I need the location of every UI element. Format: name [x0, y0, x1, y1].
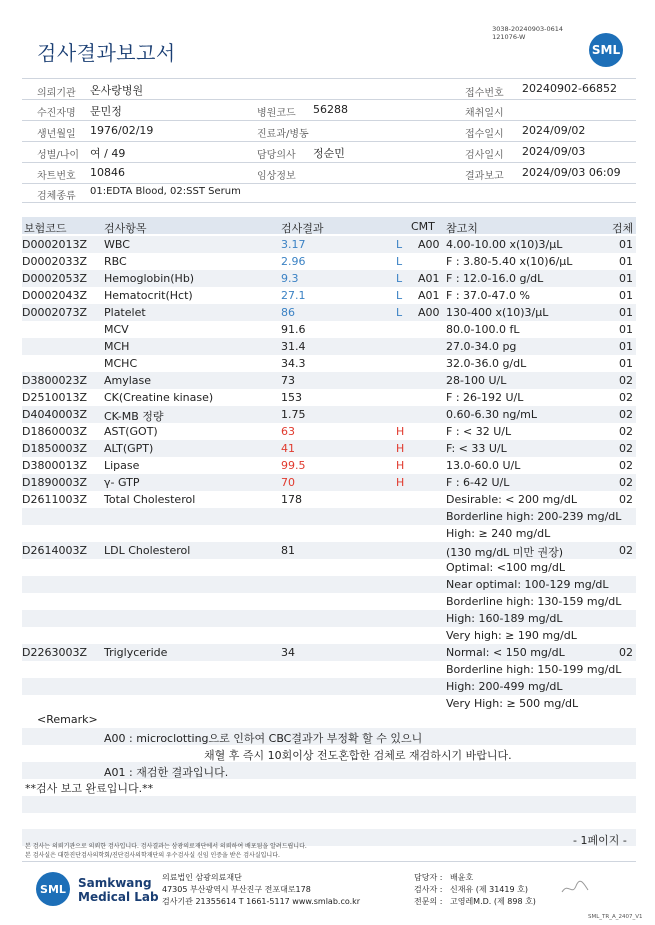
- cell-result: 27.1: [281, 289, 306, 302]
- cell-cmt: A01: [418, 272, 440, 285]
- cell-result: 41: [281, 442, 295, 455]
- hospital-code-value: 56288: [313, 103, 348, 116]
- cell-cmt: A01: [418, 289, 440, 302]
- cell-spec: 01: [619, 272, 633, 285]
- brand-line-1: Samkwang: [78, 876, 152, 890]
- remark-a00-line1: A00 : microclotting으로 인하여 CBC결과가 부정확 할 수 있으니: [104, 732, 423, 745]
- cell-ref: Very high: ≥ 190 mg/dL: [446, 629, 577, 642]
- footer-logo-text: SML: [40, 882, 66, 896]
- cell-ref: 32.0-36.0 g/dL: [446, 357, 527, 370]
- cell-ref: 27.0-34.0 pg: [446, 340, 517, 353]
- cell-item: Amylase: [104, 374, 152, 387]
- sml-footer-logo-icon: [36, 872, 70, 906]
- page-title: 검사결과보고서: [37, 41, 176, 65]
- cell-result: 70: [281, 476, 295, 489]
- dob-label: 생년월일: [37, 129, 76, 140]
- cell-spec: 01: [619, 255, 633, 268]
- cell-code: D0002043Z: [22, 289, 87, 302]
- cell-code: D1860003Z: [22, 425, 87, 438]
- col-cmt-header: CMT: [411, 220, 435, 233]
- cell-code: D0002073Z: [22, 306, 87, 319]
- patient-value: 문민정: [90, 105, 122, 118]
- cell-flag: H: [396, 425, 405, 438]
- cell-result: 99.5: [281, 459, 306, 472]
- receipt-no-label: 접수번호: [465, 88, 504, 99]
- cell-item: LDL Cholesterol: [104, 544, 191, 557]
- dob-value: 1976/02/19: [90, 124, 154, 137]
- specimen-value: 01:EDTA Blood, 02:SST Serum: [90, 186, 241, 197]
- doctor-value: 정순민: [313, 147, 345, 160]
- cell-ref: F : < 32 U/L: [446, 425, 512, 438]
- doctor-label: 담당의사: [257, 150, 296, 161]
- cell-item: Total Cholesterol: [104, 493, 196, 506]
- logo-text: SML: [591, 43, 621, 57]
- examiner-value: 신재유 (제 31419 호): [450, 885, 528, 894]
- cell-item: γ- GTP: [104, 476, 140, 489]
- cell-ref: Normal: < 150 mg/dL: [446, 646, 565, 659]
- footer-org: 의료법인 삼광의료재단: [162, 873, 242, 882]
- brand-line-2: Medical Lab: [78, 890, 159, 904]
- cell-code: D3800023Z: [22, 374, 87, 387]
- collect-label: 채취일시: [465, 108, 504, 119]
- reported-label: 결과보고: [465, 171, 504, 182]
- remark-a00-line2: 채혈 후 즉시 10회이상 전도혼합한 검체로 재검하시기 바랍니다.: [204, 749, 512, 762]
- divider: [22, 162, 636, 163]
- cell-ref: 0.60-6.30 ng/mL: [446, 408, 537, 421]
- divider: [22, 78, 636, 79]
- cell-ref: 80.0-100.0 fL: [446, 323, 520, 336]
- cell-code: D1850003Z: [22, 442, 87, 455]
- cell-result: 153: [281, 391, 302, 404]
- report-complete-note: **검사 보고 완료입니다.**: [25, 782, 154, 795]
- specimen-label: 검체종류: [37, 191, 76, 202]
- cell-result: 86: [281, 306, 295, 319]
- cell-ref: High: ≥ 240 mg/dL: [446, 527, 551, 540]
- disclaimer-line-1: 본 검사는 의뢰기관으로 의뢰한 검사입니다. 검사결과는 삼광의료재단에서 의뢰하여 배포됨을 알려드립니다.: [25, 843, 307, 850]
- col-ref-header: 참고치: [446, 222, 478, 235]
- cell-flag: L: [396, 306, 403, 319]
- cell-ref: Borderline high: 150-199 mg/dL: [446, 663, 622, 676]
- form-code: SML_TR_A_2407_V1: [588, 914, 643, 920]
- footer-contact: 검사기관 21355614 T 1661-5117 www.smlab.co.kr: [162, 897, 361, 906]
- cell-ref: F : 6-42 U/L: [446, 476, 510, 489]
- cell-item: Lipase: [104, 459, 140, 472]
- sex-age-label: 성별/나이: [37, 150, 80, 161]
- doc-code-line-2: 121076-W: [492, 33, 526, 41]
- tested-label: 검사일시: [465, 150, 504, 161]
- cell-result: 91.6: [281, 323, 306, 336]
- cell-spec: 01: [619, 238, 633, 251]
- signature-icon: [560, 878, 590, 898]
- chart-label: 차트번호: [37, 171, 76, 182]
- cell-spec: 02: [619, 646, 633, 659]
- remark-heading: <Remark>: [37, 713, 98, 726]
- cell-spec: 01: [619, 289, 633, 302]
- chart-value: 10846: [90, 166, 125, 179]
- cell-ref: High: 160-189 mg/dL: [446, 612, 563, 625]
- col-item-header: 검사항목: [104, 222, 147, 235]
- cell-ref: F: < 33 U/L: [446, 442, 507, 455]
- cell-ref: 13.0-60.0 U/L: [446, 459, 521, 472]
- cell-spec: 02: [619, 374, 633, 387]
- cell-flag: L: [396, 238, 403, 251]
- patient-label: 수진자명: [37, 108, 76, 119]
- divider: [22, 861, 636, 862]
- cell-result: 9.3: [281, 272, 299, 285]
- cell-item: ALT(GPT): [104, 442, 154, 455]
- cell-flag: L: [396, 289, 403, 302]
- cell-code: D0002053Z: [22, 272, 87, 285]
- cell-result: 1.75: [281, 408, 306, 421]
- cell-ref: 130-400 x(10)3/μL: [446, 306, 549, 319]
- cell-ref: Desirable: < 200 mg/dL: [446, 493, 578, 506]
- cell-result: 178: [281, 493, 302, 506]
- staff-label: 담당자 :: [414, 873, 443, 882]
- reported-value: 2024/09/03 06:09: [522, 166, 621, 179]
- cell-item: Hematocrit(Hct): [104, 289, 193, 302]
- cell-item: RBC: [104, 255, 127, 268]
- cell-result: 63: [281, 425, 295, 438]
- cell-item: Hemoglobin(Hb): [104, 272, 195, 285]
- cell-ref: Borderline high: 130-159 mg/dL: [446, 595, 622, 608]
- cell-result: 34.3: [281, 357, 306, 370]
- cell-result: 2.96: [281, 255, 306, 268]
- tested-value: 2024/09/03: [522, 145, 586, 158]
- cell-ref: 4.00-10.00 x(10)3/μL: [446, 238, 563, 251]
- cell-spec: 01: [619, 323, 633, 336]
- dept-label: 진료과/병동: [257, 129, 309, 140]
- divider: [22, 141, 636, 142]
- footer-address: 47305 부산광역시 부산진구 전포대로178: [162, 885, 311, 894]
- cell-result: 3.17: [281, 238, 306, 251]
- cell-spec: 01: [619, 306, 633, 319]
- cell-item: CK(Creatine kinase): [104, 391, 214, 404]
- col-code-header: 보험코드: [24, 222, 67, 235]
- cell-result: 73: [281, 374, 295, 387]
- cell-spec: 02: [619, 544, 633, 557]
- col-result-header: 검사결과: [281, 222, 324, 235]
- footer-brand: [78, 876, 159, 904]
- examiner-label: 검사자 :: [414, 885, 443, 894]
- institution-label: 의뢰기관: [37, 88, 76, 99]
- cell-ref: Optimal: <100 mg/dL: [446, 561, 565, 574]
- cell-item: MCH: [104, 340, 130, 353]
- cell-ref: 28-100 U/L: [446, 374, 507, 387]
- cell-spec: 02: [619, 425, 633, 438]
- clinical-label: 임상정보: [257, 171, 296, 182]
- cell-item: MCV: [104, 323, 129, 336]
- page-indicator: - 1페이지 -: [573, 834, 627, 847]
- cell-spec: 02: [619, 408, 633, 421]
- cell-cmt: A00: [418, 306, 440, 319]
- cell-cmt: A00: [418, 238, 440, 251]
- cell-ref: F : 37.0-47.0 %: [446, 289, 530, 302]
- cell-item: MCHC: [104, 357, 138, 370]
- cell-flag: L: [396, 272, 403, 285]
- receipt-no-value: 20240902-66852: [522, 82, 617, 95]
- disclaimer-line-2: 본 검사실은 대한진단검사의학회/진단검사의학재단의 우수검사실 신임 인증을 받은 검사실입니다.: [25, 852, 280, 859]
- row-shade: [22, 796, 636, 813]
- cell-ref: (130 mg/dL 미만 권장): [446, 546, 564, 559]
- cell-code: D2614003Z: [22, 544, 87, 557]
- remark-a01: A01 : 재검한 결과입니다.: [104, 766, 229, 779]
- cell-code: D2611003Z: [22, 493, 87, 506]
- cell-ref: F : 26-192 U/L: [446, 391, 524, 404]
- cell-spec: 02: [619, 493, 633, 506]
- staff-value: 배윤호: [450, 873, 474, 882]
- cell-item: AST(GOT): [104, 425, 158, 438]
- institution-value: 온사랑병원: [90, 84, 144, 97]
- specialist-value: 고영레M.D. (제 898 호): [450, 897, 536, 906]
- cell-ref: Very High: ≥ 500 mg/dL: [446, 697, 579, 710]
- received-value: 2024/09/02: [522, 124, 586, 137]
- divider: [22, 99, 636, 100]
- cell-item: Platelet: [104, 306, 146, 319]
- cell-code: D1890003Z: [22, 476, 87, 489]
- cell-item: CK-MB 정량: [104, 410, 164, 423]
- divider: [22, 120, 636, 121]
- cell-code: D2263003Z: [22, 646, 87, 659]
- cell-code: D0002013Z: [22, 238, 87, 251]
- cell-flag: H: [396, 476, 405, 489]
- received-label: 접수일시: [465, 129, 504, 140]
- cell-spec: 01: [619, 340, 633, 353]
- cell-ref: Borderline high: 200-239 mg/dL: [446, 510, 622, 523]
- divider: [22, 202, 636, 203]
- sml-logo-icon: [589, 33, 623, 67]
- cell-result: 81: [281, 544, 295, 557]
- cell-spec: 02: [619, 459, 633, 472]
- cell-flag: L: [396, 255, 403, 268]
- cell-code: D2510013Z: [22, 391, 87, 404]
- cell-ref: Near optimal: 100-129 mg/dL: [446, 578, 609, 591]
- document-code: [492, 25, 563, 41]
- sex-age-value: 여 / 49: [90, 147, 126, 160]
- col-spec-header: 검체: [612, 222, 634, 235]
- cell-spec: 02: [619, 442, 633, 455]
- cell-ref: F : 3.80-5.40 x(10)6/μL: [446, 255, 573, 268]
- cell-spec: 01: [619, 357, 633, 370]
- cell-ref: High: 200-499 mg/dL: [446, 680, 563, 693]
- cell-code: D3800013Z: [22, 459, 87, 472]
- cell-flag: H: [396, 442, 405, 455]
- cell-ref: F : 12.0-16.0 g/dL: [446, 272, 544, 285]
- specialist-label: 전문의 :: [414, 897, 443, 906]
- cell-item: WBC: [104, 238, 130, 251]
- hospital-code-label: 병원코드: [257, 108, 296, 119]
- cell-code: D4040003Z: [22, 408, 87, 421]
- cell-item: Triglyceride: [104, 646, 168, 659]
- cell-spec: 02: [619, 476, 633, 489]
- cell-result: 34: [281, 646, 295, 659]
- cell-flag: H: [396, 459, 405, 472]
- cell-spec: 02: [619, 391, 633, 404]
- divider: [22, 183, 636, 184]
- cell-code: D0002033Z: [22, 255, 87, 268]
- doc-code-line-1: 3038-20240903-0614: [492, 25, 563, 33]
- cell-result: 31.4: [281, 340, 306, 353]
